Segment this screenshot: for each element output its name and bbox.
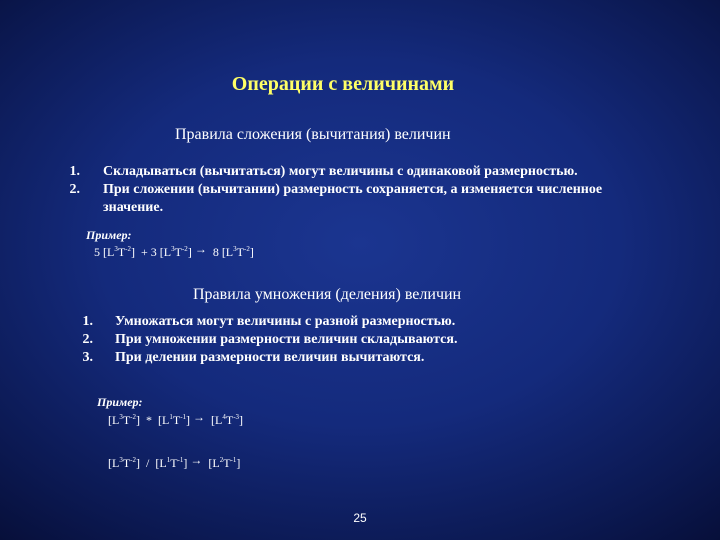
addition-item-2-number: 2. xyxy=(69,182,80,197)
division-example-formula: $[L^3T^{-2}] / [L^1T^{-1}] \to [L^2T^{-1}]$ xyxy=(108,453,241,470)
equals-arrow-icon: → xyxy=(194,242,207,256)
multiplication-item-2-number: 2. xyxy=(82,332,93,347)
equals-arrow-icon: → xyxy=(190,453,203,467)
multiplication-item-3-number: 3. xyxy=(82,350,93,365)
multiplication-heading: Правила умножения (деления) величин xyxy=(193,286,462,303)
addition-item-2-text: При сложении (вычитании) размерность сохраняется, а изменяется численное xyxy=(103,182,603,197)
page-number: 25 xyxy=(353,511,367,525)
addition-item-2-continuation: значение. xyxy=(103,200,164,215)
multiplication-item-3-text: При делении размерности величин вычитаются. xyxy=(115,350,425,365)
divide-operator: / xyxy=(146,456,150,470)
multiply-operator: * xyxy=(146,413,153,427)
addition-example-coef-3: 8 xyxy=(212,245,219,259)
addition-item-1-number: 1. xyxy=(69,164,80,179)
addition-example-label: Пример: xyxy=(86,228,132,242)
multiplication-example-formula: $[L^3T^{-2}] * [L^1T^{-1}] \to [L^4T^{-3}]$ xyxy=(108,410,244,427)
equals-arrow-icon: → xyxy=(193,410,206,424)
addition-example-formula: 5 $[L^3T^{-2}] + 3$ $[L^3T^{-2}] \to 8$ $[L^3T^{-2}]$ xyxy=(94,242,254,259)
multiplication-item-2-text: При умножении размерности величин складываются. xyxy=(115,332,458,347)
multiplication-item-1-number: 1. xyxy=(82,314,93,329)
multiplication-item-1-text: Умножаться могут величины с разной размерностью. xyxy=(115,314,456,329)
addition-example-coef-2: + 3 xyxy=(141,245,157,259)
addition-heading: Правила сложения (вычитания) величин xyxy=(175,126,451,143)
multiplication-example-label: Пример: xyxy=(97,395,143,409)
slide-title: Операции с величинами xyxy=(231,73,455,95)
addition-example-coef-1: 5 xyxy=(94,245,100,259)
addition-item-1-text: Складываться (вычитаться) могут величины с одинаковой размерностью. xyxy=(103,164,578,179)
